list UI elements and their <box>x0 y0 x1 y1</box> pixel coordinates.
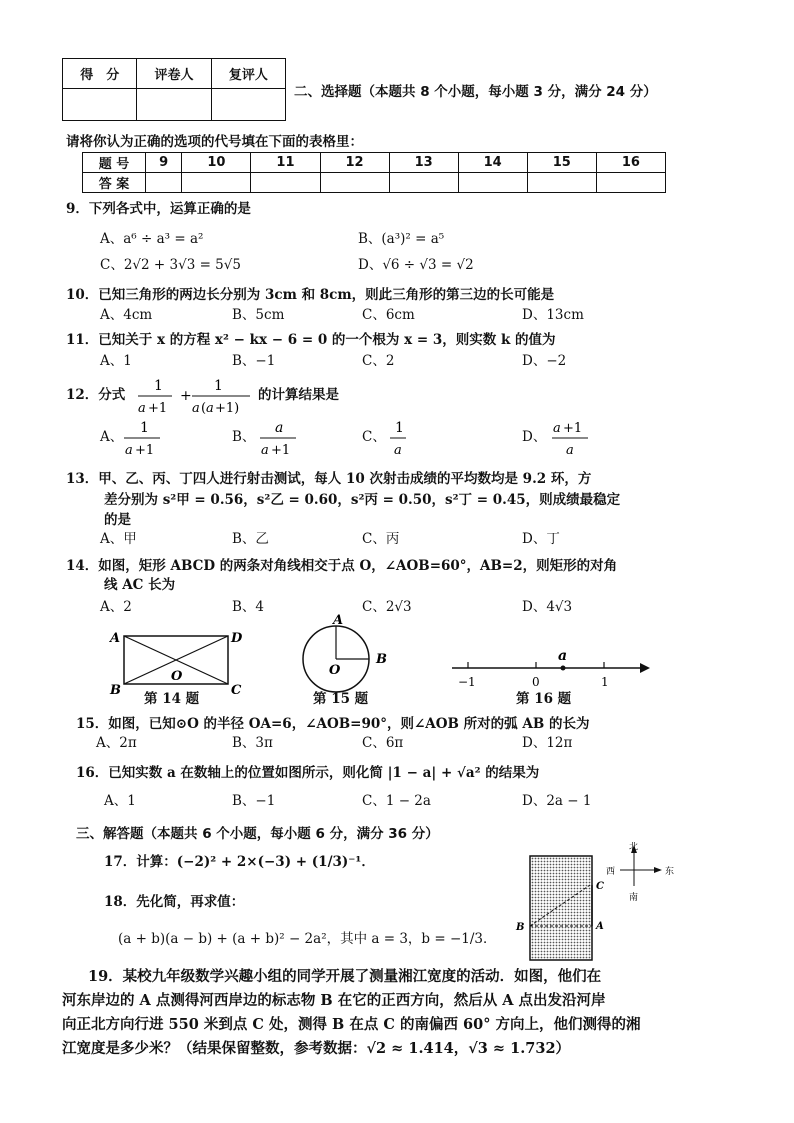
q16-option-d: D、2a − 1 <box>522 793 592 809</box>
q19-line2: 河东岸边的 A 点测得河西岸边的标志物 B 在它的正西方向，然后从 A 点出发沿河岸 <box>62 992 606 1009</box>
answer-cell[interactable] <box>596 173 665 193</box>
q14-line2: 线 AC 长为 <box>104 577 176 593</box>
q15-option-a: A、2π <box>96 735 137 751</box>
compass-south: 南 <box>629 893 639 903</box>
answer-table-number: 13 <box>389 153 458 173</box>
q12-option-a-fraction <box>122 418 166 458</box>
answer-table-number: 9 <box>146 153 182 173</box>
answer-table-row2-label: 答 案 <box>83 173 146 193</box>
answer-table-number: 14 <box>458 153 527 173</box>
q18-expression: (a + b)(a − b) + (a + b)² − 2a²，其中 a = 3，b = −1/3． <box>118 931 497 947</box>
q13-line1: 13．甲、乙、丙、丁四人进行射击测试，每人 10 次射击成绩的平均数均是 9.2 环，方 <box>66 471 592 487</box>
score-cell[interactable] <box>63 89 137 121</box>
q14-option-b: B、4 <box>232 599 265 615</box>
svg-text:1: 1 <box>214 378 223 394</box>
svg-text:+1: +1 <box>563 421 583 436</box>
label-o: O <box>329 663 341 678</box>
answer-cell[interactable] <box>320 173 389 193</box>
answer-cell[interactable] <box>527 173 596 193</box>
answer-cell[interactable] <box>389 173 458 193</box>
svg-text:a: a <box>566 443 574 458</box>
q13-option-a: A、甲 <box>100 531 137 547</box>
q14-option-c: C、2√3 <box>362 599 412 615</box>
svg-text:+1: +1 <box>271 443 291 458</box>
grader-cell[interactable] <box>137 89 211 121</box>
q15-option-d: D、12π <box>522 735 573 751</box>
figure-14-caption: 第 14 题 <box>144 691 200 707</box>
q14-line1: 14．如图，矩形 ABCD 的两条对角线相交于点 O，∠AOB=60°，AB=2，则矩形的对角 <box>66 558 618 574</box>
label-a: A <box>596 921 604 932</box>
label-b: B <box>516 922 525 933</box>
compass-east-arrow <box>654 867 662 873</box>
grader-header: 评卷人 <box>137 59 211 89</box>
q12-option-c-fraction <box>388 418 412 458</box>
svg-text:a: a <box>394 443 402 458</box>
svg-text:+1: +1 <box>148 401 168 416</box>
label-b: B <box>110 683 121 698</box>
label-one: 1 <box>601 675 609 689</box>
q16-option-a: A、1 <box>104 793 136 809</box>
answer-table-number: 12 <box>320 153 389 173</box>
label-c: C <box>231 683 242 698</box>
label-o: O <box>171 669 183 684</box>
q17-stem: 17．计算：(−2)² + 2×(−3) + (1/3)⁻¹． <box>104 854 375 870</box>
answer-table <box>82 152 666 193</box>
svg-text:(: ( <box>201 401 207 416</box>
score-box <box>62 58 286 121</box>
compass-west: 西 <box>606 867 616 877</box>
svg-text:a: a <box>125 443 133 458</box>
q10-option-a: A、4cm <box>100 307 153 323</box>
svg-text:1: 1 <box>395 420 404 436</box>
label-c: C <box>596 881 604 892</box>
q9-option-a: A、a⁶ ÷ a³ = a² <box>100 231 204 247</box>
q9-stem: 9．下列各式中，运算正确的是 <box>66 201 251 217</box>
score-header: 得 分 <box>63 59 137 89</box>
label-zero: 0 <box>532 675 540 689</box>
q18-stem: 18．先化简，再求值： <box>104 894 245 910</box>
section2-instruction: 请将你认为正确的选项的代号填在下面的表格里： <box>66 134 363 150</box>
svg-text:+1: +1 <box>135 443 155 458</box>
q19-line4: 江宽度是多少米？（结果保留整数，参考数据：√2 ≈ 1.414，√3 ≈ 1.732） <box>62 1040 571 1057</box>
q9-option-d: D、√6 ÷ √3 = √2 <box>358 257 474 273</box>
svg-text:a: a <box>553 421 561 436</box>
label-b: B <box>376 652 387 667</box>
q13-option-b: B、乙 <box>232 531 269 547</box>
axis-arrow <box>640 663 650 673</box>
figure-19-river <box>510 842 680 964</box>
q15-option-c: C、6π <box>362 735 404 751</box>
svg-text:a: a <box>261 443 269 458</box>
q10-stem: 10．已知三角形的两边长分别为 3cm 和 8cm，则此三角形的第三边的长可能是 <box>66 287 555 303</box>
q9-option-c: C、2√2 + 3√3 = 5√5 <box>100 257 241 273</box>
q11-option-b: B、−1 <box>232 353 276 369</box>
q13-option-d: D、丁 <box>522 531 560 547</box>
q14-option-d: D、4√3 <box>522 599 573 615</box>
answer-cell[interactable] <box>182 173 251 193</box>
q15-stem: 15．如图，已知⊙O 的半径 OA=6，∠AOB=90°，则∠AOB 所对的弧 AB 的长为 <box>76 716 590 732</box>
q16-option-b: B、−1 <box>232 793 276 809</box>
q11-option-d: D、−2 <box>522 353 567 369</box>
q9-option-b: B、(a³)² = a⁵ <box>358 231 445 247</box>
answer-cell[interactable] <box>458 173 527 193</box>
answer-table-number: 15 <box>527 153 596 173</box>
q19-line1: 19．某校九年级数学兴趣小组的同学开展了测量湘江宽度的活动．如图，他们在 <box>88 968 602 985</box>
answer-table-number: 10 <box>182 153 251 173</box>
svg-text:a: a <box>138 401 146 416</box>
q12-option-b-fraction <box>258 418 302 458</box>
label-d: D <box>231 631 243 646</box>
svg-text:+: + <box>180 388 192 404</box>
label-neg1: −1 <box>458 675 476 689</box>
q12-stem-prefix: 12．分式 <box>66 387 126 403</box>
q12-stem-suffix: 的计算结果是 <box>258 387 339 403</box>
svg-text:+1): +1) <box>215 401 240 416</box>
answer-table-number: 16 <box>596 153 665 173</box>
q12-option-c-label: C、 <box>362 429 386 445</box>
answer-table-number: 11 <box>251 153 320 173</box>
label-a: A <box>333 614 344 628</box>
q13-line3: 的是 <box>104 512 131 528</box>
svg-text:1: 1 <box>140 420 149 436</box>
section2-title: 二、选择题（本题共 8 个小题，每小题 3 分，满分 24 分） <box>294 84 657 100</box>
figure-16-caption: 第 16 题 <box>516 691 572 707</box>
q14-option-a: A、2 <box>100 599 132 615</box>
q12-option-a-label: A、 <box>100 429 124 445</box>
q10-option-b: B、5cm <box>232 307 285 323</box>
q12-fraction-expression <box>136 376 256 418</box>
label-a: a <box>558 648 568 664</box>
label-a: A <box>110 631 121 646</box>
q10-option-d: D、13cm <box>522 307 584 323</box>
q12-option-d-fraction <box>550 418 594 458</box>
answer-cell[interactable] <box>146 173 182 193</box>
reviewer-header: 复评人 <box>211 59 285 89</box>
svg-text:a: a <box>275 420 284 436</box>
svg-text:a: a <box>206 401 214 416</box>
q11-option-a: A、1 <box>100 353 132 369</box>
figure-15-circle <box>296 614 406 696</box>
q10-option-c: C、6cm <box>362 307 415 323</box>
q16-option-c: C、1 − 2a <box>362 793 431 809</box>
q11-stem: 11．已知关于 x 的方程 x² − kx − 6 = 0 的一个根为 x = 3，则实数 k 的值为 <box>66 332 556 348</box>
svg-text:a: a <box>192 401 200 416</box>
answer-table-row1-label: 题 号 <box>83 153 146 173</box>
compass-east: 东 <box>665 867 675 877</box>
section3-title: 三、解答题（本题共 6 个小题，每小题 6 分，满分 36 分） <box>76 826 439 842</box>
q12-option-b-label: B、 <box>232 429 256 445</box>
compass-north: 北 <box>629 842 639 853</box>
reviewer-cell[interactable] <box>211 89 285 121</box>
figure-16-number-line <box>446 646 654 692</box>
q15-option-b: B、3π <box>232 735 273 751</box>
answer-cell[interactable] <box>251 173 320 193</box>
q19-line3: 向正北方向行进 550 米到点 C 处，测得 B 在点 C 的南偏西 60° 方向上，他们测得的湘 <box>62 1016 641 1033</box>
point-a <box>561 666 566 671</box>
q16-stem: 16．已知实数 a 在数轴上的位置如图所示，则化简 |1 − a| + √a² 的结果为 <box>76 765 540 781</box>
q12-option-d-label: D、 <box>522 429 547 445</box>
q13-line2: 差分别为 s²甲 = 0.56，s²乙 = 0.60，s²丙 = 0.50，s²丁 = 0.45，则成绩最稳定 <box>104 492 621 508</box>
q13-option-c: C、丙 <box>362 531 400 547</box>
river-area <box>530 856 592 960</box>
svg-text:1: 1 <box>154 378 163 394</box>
q11-option-c: C、2 <box>362 353 395 369</box>
figure-15-caption: 第 15 题 <box>313 691 369 707</box>
